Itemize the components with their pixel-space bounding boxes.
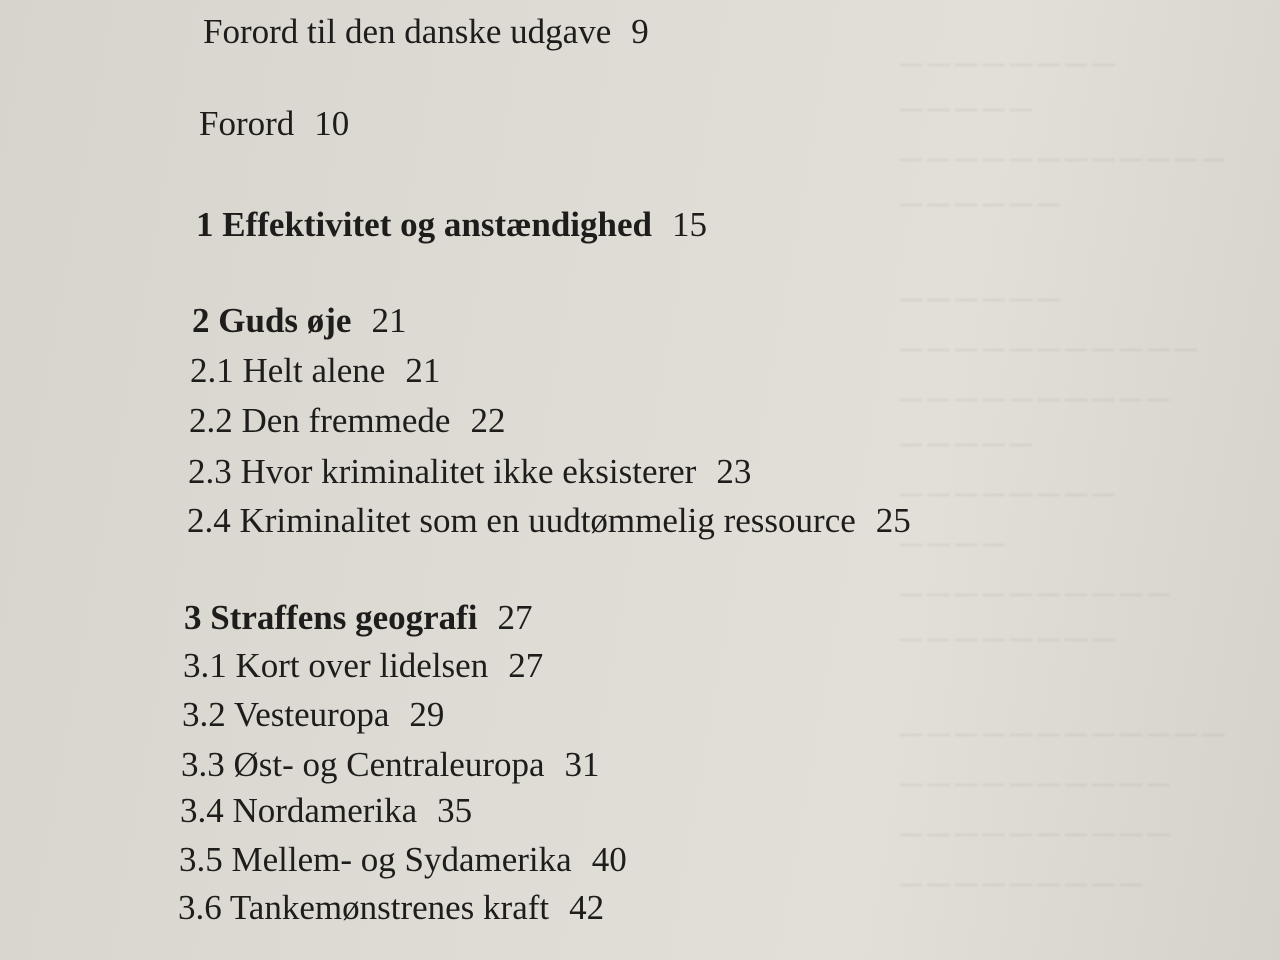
toc-entry-page: 40 [591,840,627,879]
toc-entry-title: 3.3 Øst- og Centraleuropa [181,745,545,784]
toc-entry-page: 22 [470,401,506,440]
toc-entry-page: 21 [371,301,407,340]
toc-entry-title: 2.3 Hvor kriminalitet ikke eksisterer [188,452,697,491]
toc-entry-title: 3 Straffens geografi [184,598,478,637]
toc-entry-title: 2.4 Kriminalitet som en uudtømmelig ressource [187,501,856,540]
toc-entry-title: 1 Effektivitet og anstændighed [196,205,652,244]
toc-section-2-4 [187,503,911,538]
toc-chapter-1 [196,207,707,242]
toc-section-3-3 [181,747,600,782]
toc-entry-page: 42 [569,888,605,927]
toc-section-3-6 [178,890,604,925]
toc-entry-page: 15 [672,205,707,244]
toc-section-2-2 [189,403,505,438]
toc-entry-title: 3.5 Mellem- og Sydamerika [179,840,572,879]
toc-entry-title: Forord til den danske udgave [203,12,612,51]
toc-entry-title: 3.4 Nordamerika [180,791,418,830]
toc-entry-title: 3.1 Kort over lidelsen [183,646,489,685]
toc-entry-page: 23 [716,452,752,491]
toc-section-2-1 [190,353,440,388]
toc-section-3-5 [179,842,627,877]
show-through-from-reverse-page: — — — — — — — — — — — — — — — — — — — — — — — — — — — — — — — — — — — — — — — — — — — — — — — — — — — — — — — — — — — — — — — — — — — — — — — — — — — — — — — — — — — — — — — — — — — — — — — — — — — — — — — — — — — — — — — — — — — — — — — — — — — — — — — — — — — — — — [900,50,1225,895]
toc-entry-title: 2 Guds øje [192,301,352,340]
toc-section-2-3 [188,454,751,489]
toc-entry-page: 27 [508,646,544,685]
toc-entry-title: Forord [199,104,295,143]
toc-entry-title: 2.1 Helt alene [190,351,386,390]
toc-entry-page: 10 [314,104,350,143]
toc-entry-title: 2.2 Den fremmede [189,401,451,440]
toc-entry-page: 35 [437,791,473,830]
toc-chapter-2 [192,303,406,338]
toc-entry-page: 31 [564,745,600,784]
toc-entry-page: 29 [409,695,445,734]
toc-section-3-4 [180,793,472,828]
toc-section-3-2 [182,697,444,732]
toc-entry-page: 25 [875,501,911,540]
toc-entry-title: 3.2 Vesteuropa [182,695,390,734]
toc-chapter-3 [184,600,533,635]
toc-entry-title: 3.6 Tankemønstrenes kraft [178,888,550,927]
toc-entry-page: 21 [405,351,441,390]
toc-entry-page: 9 [631,12,649,51]
toc-section-3-1 [183,648,543,683]
toc-entry-page: 27 [497,598,533,637]
toc-entry-preface-danish [203,14,649,49]
toc-entry-preface [199,106,349,141]
